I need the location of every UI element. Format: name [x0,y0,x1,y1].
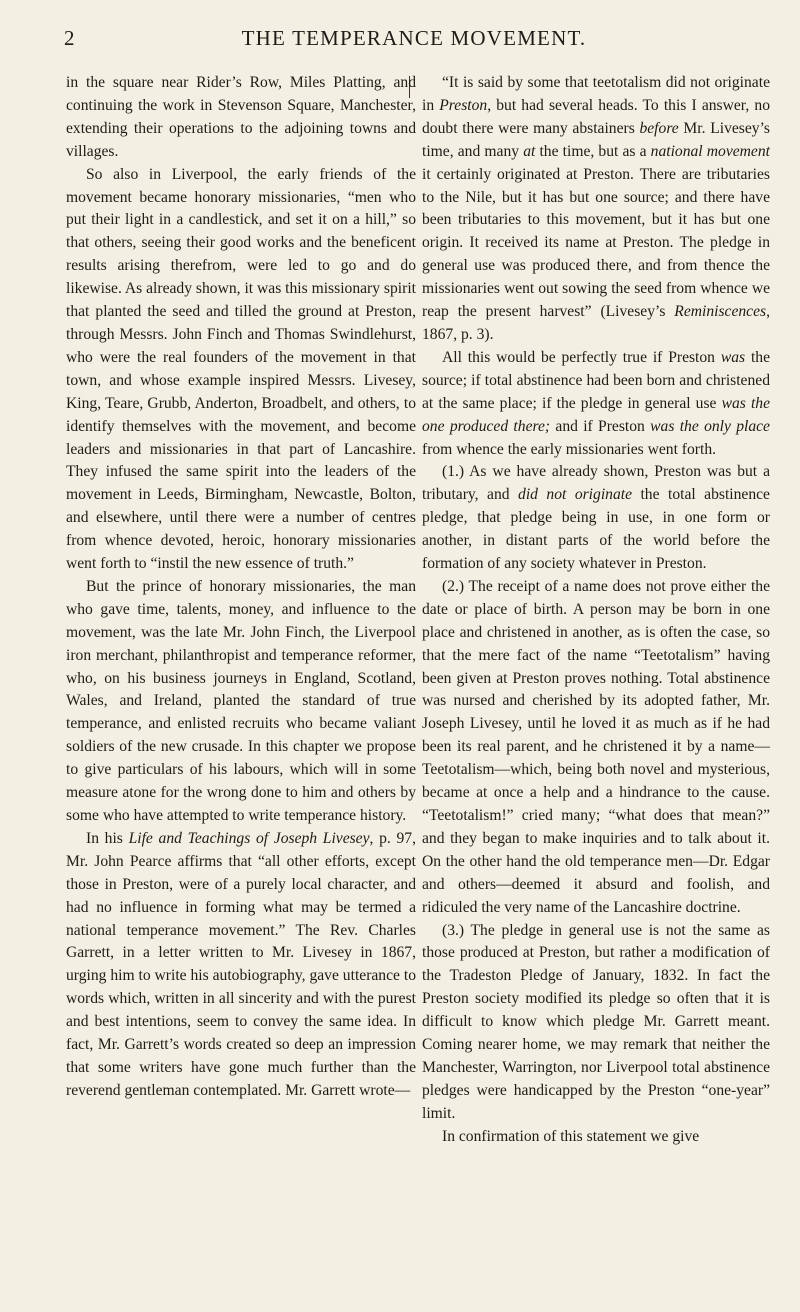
text-span: In his [86,829,129,847]
italic-span: Reminiscences [674,303,767,321]
italic-span: was [720,348,746,366]
paragraph: But the prince of honorary missionaries, the man who gave time, talents, money, and influence to the movement, was the late Mr. John Finch, the Liverpool iron merchant, philanthropist and temperance reformer, who, on his business journeys in England, Scotland, Wales, and Ireland, planted the standard of true temperance, and enlisted recruits who became valiant soldiers of the new crusade. In this chapter we propose to give particulars of his labours, which will in some measure atone for the wrong done to him and others by some who have attempted to write temperance history. [66,577,416,824]
italic-span: did not originate [518,486,632,504]
page-header [64,26,764,60]
italic-span: Preston [439,96,488,114]
text-span: and if Preston [550,417,651,435]
italic-span: at [523,142,536,160]
paragraph: (3.) The pledge in general use is not the same as those produced at Preston, but rather a modification of the Tradeston Pledge of January, 1832. In fact the Preston society modified its pledge so often that it is difficult to know which pledge Mr. Garrett meant. Coming nearer home, we may remark that neither the Manchester, Warrington, nor Liverpool total abstinence pledges were handicapped by the Preston “one-year” limit. [422,921,770,1122]
text-span: , p. 97, Mr. John Pearce affirms that “all other efforts, except those in Preston, were of a purely local character, and had no influence in forming what may be termed a national temperance movement.” The Rev. Charles Garrett, in a letter written to Mr. Livesey in 1867, urging him to write his autobiography, gave utterance to words which, written in all sincerity and with the purest and best intentions, seem to convey the same idea. In fact, Mr. Garrett’s words created so deep an impression that some writers have gone much further than the reverend gentleman contemplated. Mr. Garrett wrote— [66,829,416,1099]
text-span: the source; if total abstinence had been born and christened at the same place; if the pledge in general use [422,348,770,412]
book-title: Life and Teachings of Joseph Livesey [128,829,370,847]
text-span: (1.) As we have already shown, Preston was but a tributary, and [422,463,770,504]
text-span: All this would be perfectly true if Preston [442,348,721,366]
text-span: , but had several heads. To this I answer, no doubt there were many abstainers [422,96,770,137]
running-title: THE TEMPERANCE MOVEMENT. [241,26,587,50]
text-span: the time, but as a [535,142,651,160]
quotation-paragraph [422,72,770,347]
text-span: it certainly originated at Preston. There are tributaries to the Nile, but it has but one source; and there have been tributaries to this movement, but it has but one origin. It received its name at Preston. The pledge in general use was produced there, and from thence the missionaries went out sowing the seed from whence we reap the present harvest” (Livesey’s [422,165,770,321]
paragraph: in the square near Rider’s Row, Miles Platting, and continuing the work in Stevenson Square, Manchester, extending their operations to the adjoining towns and villages. [66,74,416,160]
paragraph [422,347,770,462]
paragraph: In confirmation of this statement we give [442,1127,700,1145]
text-span: “It is said by some that teetotalism did not originate in [422,74,770,114]
text-span: from whence the early missionaries went forth. [422,440,717,458]
right-column [422,72,770,1149]
paragraph: So also in Liverpool, the early friends of the movement became honorary missionaries, “men who put their light in a candlestick, and set it on a hill,” so that others, seeing their good works and the beneficent results arising therefrom, were led to go and do likewise. As already shown, it was this missionary spirit that planted the seed and tilled the ground at Preston, through Messrs. John Finch and Thomas Swindlehurst, who were the real founders of the movement in that town, and whose example inspired Messrs. Livesey, King, Teare, Grubb, Anderton, Broadbelt, and others, to identify themselves with the movement, and become leaders and missionaries in that part of Lancashire. They infused the same spirit into the leaders of the movement in Leeds, Birmingham, Newcastle, Bolton, and elsewhere, until there were a number of centres from whence devoted, heroic, honorary missionaries went forth to “instil the new essence of truth.” [66,165,416,573]
text-span: , 1867, p. 3). [422,303,770,343]
italic-span: was the one produced there; [422,394,771,435]
text-span: the total abstinence pledge, that pledge being in use, in one form or another, in distant parts of the world before the formation of any society whatever in Preston. [422,486,770,573]
left-column [66,72,416,1103]
italic-span: was the only place [650,417,770,435]
italic-span: national movement [650,142,770,160]
paragraph [66,828,416,1103]
italic-span: before [639,119,679,137]
text-span: Mr. Livesey’s time, and many [422,119,770,160]
page-number: 2 [64,26,75,50]
paragraph: (2.) The receipt of a name does not prove either the date or place of birth. A person may be born in one place and christened in another, as is often the case, so that the mere fact of the name “Teetotalism” having been given at Preston proves nothing. Total abstinence was nursed and cherished by its adopted father, Mr. Joseph Livesey, until he loved it as much as if he had been its real parent, and he christened it by a name—Teetotalism—which, being both novel and mysterious, became at once a help and a hindrance to the cause. “Teetotalism!” cried many; “what does that mean?” and they began to make inquiries and to talk about it. On the other hand the old temperance men—Dr. Edgar and others—deemed it absurd and foolish, and ridiculed the very name of the Lancashire doctrine. [422,577,770,916]
paragraph [422,461,770,576]
